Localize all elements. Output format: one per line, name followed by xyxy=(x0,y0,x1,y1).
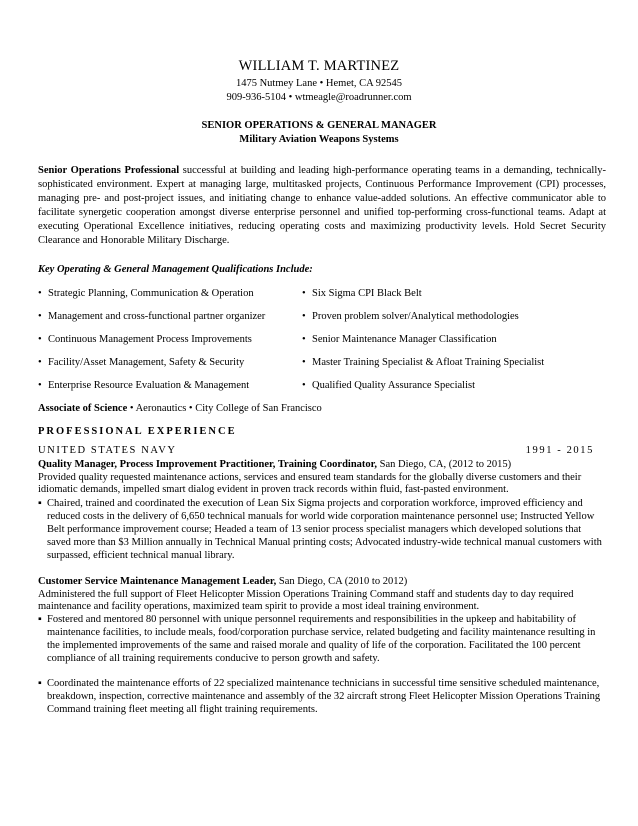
job-bullet: ▪ Coordinated the maintenance efforts of 22 specialized maintenance technicians in successful time sensitive scheduled maintenance, breakdown, inspection, corrective maintenance and assembly of the 32 aircraft strong Fleet Helicopter Mission Operations Training Command training fleet meeting all flight training requirements. xyxy=(38,678,601,716)
job-description: Administered the full support of Fleet Helicopter Mission Operations Training Command staff and students day to day required maintenance and facility operations, maximized team spirit to provide a most ideal training environment. xyxy=(38,589,574,613)
qualification-item: • Qualified Quality Assurance Specialist xyxy=(302,380,476,391)
summary-text: successful at building and leading high-performance operating teams in a demanding, technically-sophisticated environment. Expert at managing large, multitasked projects, Continuous Performance Improvement (CPI) processes, managing pre- and post-project issues, and initiating change to enhance value-added solutions. An effective communicator able to facilitate synergetic cooperation amongst diverse enterprise personnel and unified top-performing cross-functional teams. Adapt at executing Operational Excellence initiatives, reducing operating costs and maximizing productivity levels. Hold Secret Security Clearance and Honorable Military Discharge. xyxy=(38,165,606,246)
bullet-icon: • xyxy=(38,334,42,345)
job-description: Provided quality requested maintenance actions, services and ensured team standards for the globally diverse customers and their idiomatic demands, impelled smart dialog evident in proven track records within fluid, fast-pasted environment. xyxy=(38,472,582,496)
summary-lead: Senior Operations Professional xyxy=(38,165,180,176)
qualification-item: • Senior Maintenance Manager Classification xyxy=(302,334,497,345)
job-meta: San Diego, CA, (2012 to 2015) xyxy=(377,459,512,470)
job-bullet: ▪ Chaired, trained and coordinated the execution of Lean Six Sigma projects and corporation workforce, improved efficiency and reduced costs in the delivery of 6,650 technical manuals for world wide corporation maintenance personnel use; Instructed Yellow Belt performance improvement course; Headed a team of 13 senior process specialist managers which developed solutions that saved more than $3 Million annually in Technical Manual printing costs; Advocated industry-wide technical manual customers with surpassed, efficient technical manual library. xyxy=(38,498,602,562)
bullet-icon: • xyxy=(302,288,306,299)
employer-name: UNITED STATES NAVY xyxy=(38,445,177,456)
employment-years: 1991 - 2015 xyxy=(525,445,594,456)
qualification-item: • Enterprise Resource Evaluation & Management xyxy=(38,380,250,391)
qualification-item: • Six Sigma CPI Black Belt xyxy=(302,288,422,299)
education-line xyxy=(38,403,322,414)
bullet-icon: • xyxy=(38,357,42,368)
contact-line: 909-936-5104 • wtmeagle@roadrunner.com xyxy=(226,92,412,103)
bullet-icon: • xyxy=(38,380,42,391)
job-title: Customer Service Maintenance Management Leader, San Diego, CA (2010 to 2012) xyxy=(38,576,408,587)
bullet-icon: ▪ xyxy=(38,614,42,625)
target-role: SENIOR OPERATIONS & GENERAL MANAGER xyxy=(201,120,437,131)
qualification-item: • Continuous Management Process Improvements xyxy=(38,334,252,345)
job-bullet: ▪ Fostered and mentored 80 personnel with unique personnel requirements and responsibilities in the upkeep and habitability of maintenance facilities, to include meals, food/corporation purchase service, related budgeting and facility maintenance resulting in the implemented improvements of the same and raised morale and quality of life of the corporation. Facilitated the 100 percent compliance of all training requirements conducive to person growth and safety. xyxy=(38,614,596,665)
bullet-icon: • xyxy=(302,357,306,368)
bullet-icon: • xyxy=(38,311,42,322)
education-detail: • Aeronautics • City College of San Francisco xyxy=(127,403,322,414)
qualification-item: • Strategic Planning, Communication & Operation xyxy=(38,288,254,299)
job-meta: San Diego, CA (2010 to 2012) xyxy=(276,576,408,587)
experience-heading: PROFESSIONAL EXPERIENCE xyxy=(38,426,237,437)
candidate-name: WILLIAM T. MARTINEZ xyxy=(238,58,400,74)
bullet-icon: ▪ xyxy=(38,498,42,509)
qualification-item: • Facility/Asset Management, Safety & Security xyxy=(38,357,245,368)
bullet-icon: • xyxy=(38,288,42,299)
address-line: 1475 Nutmey Lane • Hemet, CA 92545 xyxy=(235,78,403,89)
bullet-icon: ▪ xyxy=(38,678,42,689)
degree: Associate of Science xyxy=(38,403,128,414)
qualification-item: • Proven problem solver/Analytical methodologies xyxy=(302,311,519,322)
bullet-icon: • xyxy=(302,334,306,345)
profile-summary xyxy=(38,164,606,247)
qualifications-heading: Key Operating & General Management Qualifications Include: xyxy=(38,264,313,275)
role-focus: Military Aviation Weapons Systems xyxy=(239,134,399,145)
bullet-icon: • xyxy=(302,380,306,391)
bullet-icon: • xyxy=(302,311,306,322)
job-title: Quality Manager, Process Improvement Practitioner, Training Coordinator, San Diego, CA, (2012 to 2015) xyxy=(38,459,512,470)
qualification-item: • Management and cross-functional partner organizer xyxy=(38,311,266,322)
qualification-item: • Master Training Specialist & Afloat Training Specialist xyxy=(302,357,545,368)
